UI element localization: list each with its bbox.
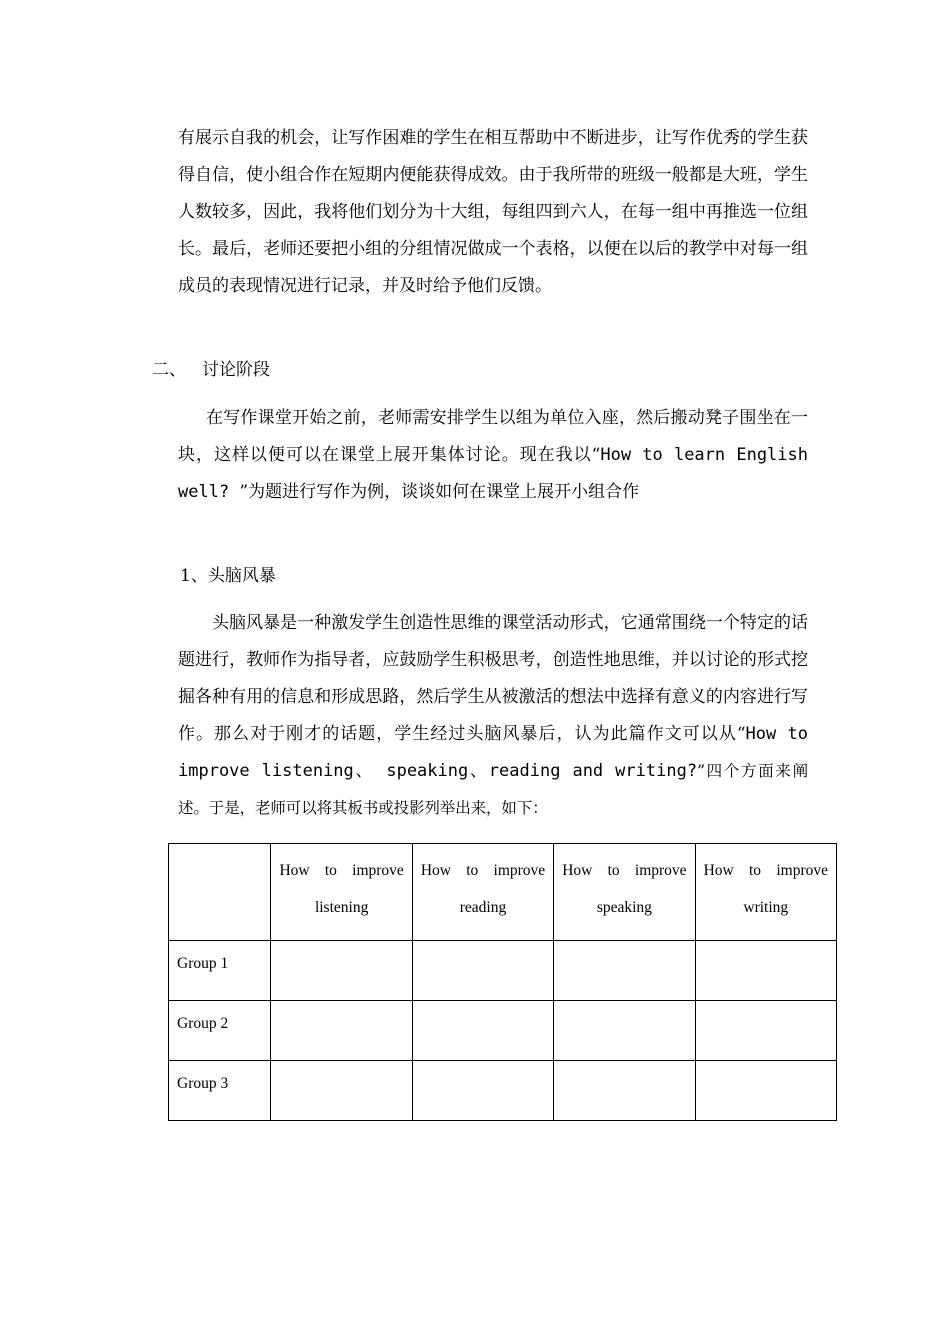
table-cell [695,1061,836,1121]
header-line: How to improve [562,862,687,879]
paragraph-brainstorm [178,605,808,827]
table-cell [412,1061,553,1121]
row-label-group-2: Group 2 [169,1001,271,1061]
paragraph-grouping: 有展示自我的机会，让写作困难的学生在相互帮助中不断进步，让写作优秀的学生获得自信，使小组合作在短期内便能获得成效。由于我所带的班级一般都是大班，学生人数较多，因此，我将他们划分为十大组，每组四到六人，在每一组中再推选一位组长。最后，老师还要把小组的分组情况做成一个表格，以便在以后的教学中对每一组成员的表现情况进行记录，并及时给予他们反馈。 [178,128,808,296]
table-cell [271,1061,412,1121]
table-row [169,1061,837,1121]
section-number: 二、 [152,360,186,380]
header-line: How to improve [279,862,404,879]
table-corner-cell [169,844,271,941]
table-cell [554,941,695,1001]
header-line: How to improve [703,862,828,879]
paragraph-brainstorm-after: ”四个方面来阐述。于是，老师可以将其板书或投影列举出来，如下： [178,762,808,817]
table-cell [554,1001,695,1061]
group-table [168,843,837,1121]
table-header-listening [271,844,412,941]
table-cell [271,941,412,1001]
table-cell [412,1001,553,1061]
table-row [169,941,837,1001]
paragraph-discussion-after: ”为题进行写作为例，谈谈如何在课堂上展开小组合作 [239,482,640,502]
table-cell [271,1001,412,1061]
paragraph-brainstorm-main: 头脑风暴是一种激发学生创造性思维的课堂活动形式，它通常围绕一个特定的话题进行，教师作为指导者，应鼓励学生积极思考，创造性地思维，并以讨论的形式挖掘各种有用的信息和形成思路，然后学生从被激活的想法中选择有意义的内容进行写作。那么对于刚才的话题，学生经过头脑风暴后，认为此篇作文可以从“ [178,613,808,744]
table-cell [695,941,836,1001]
row-label-group-3: Group 3 [169,1061,271,1121]
table-header-speaking [554,844,695,941]
section-title: 讨论阶段 [202,360,270,380]
table-cell [695,1001,836,1061]
header-skill: writing [743,899,789,916]
header-skill: listening [314,899,369,916]
table-header-writing [695,844,836,941]
header-skill: reading [459,899,507,916]
header-skill: speaking [596,899,652,916]
table-header-reading [412,844,553,941]
header-line: How to improve [420,862,546,879]
topic-english: How to learn English well? [178,445,808,502]
section-heading-discussion [152,352,270,389]
row-label-group-1: Group 1 [169,941,271,1001]
paragraph-discussion-intro [178,400,808,511]
paragraph-discussion-before: 在写作课堂开始之前，老师需安排学生以组为单位入座，然后搬动凳子围坐在一块，这样以便可以在课堂上展开集体讨论。现在我以“ [178,408,808,465]
subsection-heading-brainstorm: 1、头脑风暴 [180,566,276,586]
table-row [169,1001,837,1061]
table-header-row [169,844,837,941]
brainstorm-english: How to improve listening、 speaking、reading and writing? [178,724,808,781]
table-cell [554,1061,695,1121]
table-cell [412,941,553,1001]
